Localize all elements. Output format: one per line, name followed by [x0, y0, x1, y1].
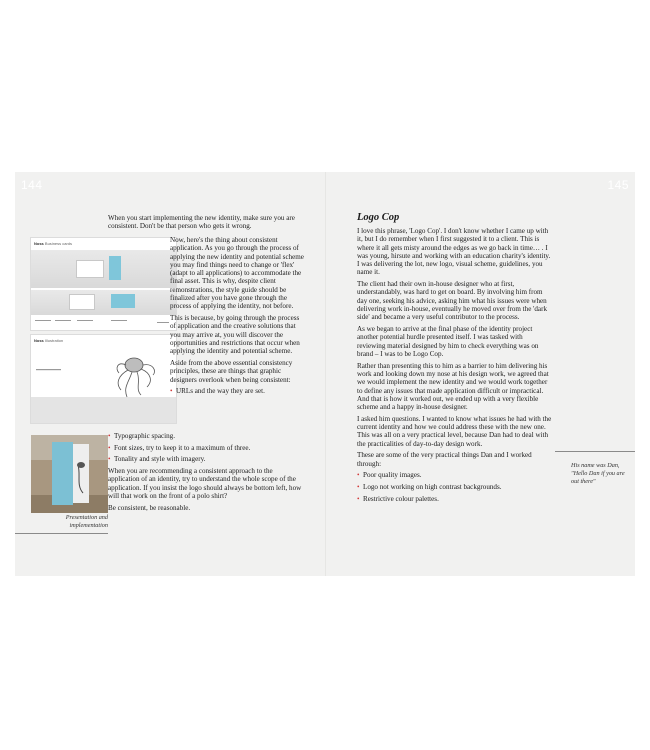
paragraph: Now, here's the thing about consistent application. As you go through the process of applying the new identity and potential scheme you may find things need to change or 'flex' (adapt to all applications) to accommodate the final asset. This is why, despite client remonstrations, the style guide should be finalized after you have gone through the process of applying the identity, not before.: [170, 236, 304, 311]
illustration-thumbnail: [30, 334, 177, 424]
spine: [325, 172, 326, 576]
card-cyan-strip: [109, 256, 121, 280]
paragraph: I love this phrase, 'Logo Cop'. I don't know whether I came up with it, but I do remember when I first suggested it to a client. This is where it all gets misty around the edges as we go back in time… . I was young, hirsute and working with an education charity's identity. I was delivering the lot, new logo, visual scheme, guidelines, you name it.: [357, 227, 551, 277]
thumb-rule: [77, 320, 93, 321]
implementation-photo: [31, 435, 108, 513]
card-cyan: [111, 294, 135, 308]
paragraph: These are some of the very practical things Dan and I worked through:: [357, 451, 532, 468]
page-number-left: 144: [21, 178, 43, 192]
paragraph: The client had their own in-house designer who at first, understandably, was hard to get on board. By involving him from day one, seeking his advice, asking him what his issues were when delivering work in-house, eventually he moved over from the 'dark side' and became a very useful contributor to the process.: [357, 280, 547, 322]
thumbnail-label: Noss Business cards: [34, 241, 73, 246]
bullet-item: • Font sizes, try to keep it to a maximum of three.: [108, 444, 303, 452]
paragraph: This is because, by going through the process of application and the creative solutions that you may arrive at, you will discover the opportunities and restrictions that occur when applying the identity and potential scheme.: [170, 314, 300, 356]
paragraph: Aside from the above essential consistency principles, these are things that graphic designers overlook when being consistent:: [170, 358, 293, 384]
paragraph: As we began to arrive at the final phase of the identity project another potential hurdle presented itself. I was tasked with reviewing material designed by him to check everything was on brand – I was to be Logo Cop.: [357, 325, 539, 358]
left-lower-text: [108, 432, 303, 515]
bullet-item: • URLs and the way they are set.: [170, 387, 306, 395]
bullet-item: • Tonality and style with imagery.: [108, 455, 303, 463]
bullet-item: • Typographic spacing.: [108, 432, 303, 440]
caption-rule: [15, 533, 108, 534]
thumb-rule: [55, 320, 71, 321]
bullet-item: • Restrictive colour palettes.: [357, 495, 552, 503]
paragraph: Be consistent, be reasonable.: [108, 503, 191, 512]
business-card-thumbnail: [30, 237, 177, 331]
photo-caption: Presentation and implementation: [65, 514, 108, 529]
left-intro: When you start implementing the new identity, make sure you are consistent. Don't be that person who gets it wrong.: [108, 214, 295, 231]
paragraph: When you are recommending a consistent approach to the application of an identity, try to understand the whole scope of the application. If you insist the logo should always be bottom left, how will that work on the front of a polo shirt?: [108, 467, 302, 500]
right-column-text: [357, 227, 552, 506]
thumbnail-band-2: [31, 290, 176, 315]
book-spread: [15, 172, 635, 576]
section-heading: Logo Cop: [357, 212, 400, 223]
thumb-rule: [157, 322, 169, 323]
page-number-right: 145: [607, 178, 629, 192]
bullet-item: • Poor quality images.: [357, 471, 552, 479]
side-note: His name was Dan, "Hello Dan if you are out there": [571, 462, 625, 485]
thumbnail-label: Noss Illustration: [34, 338, 64, 343]
bullet-item: • Logo not working on high contrast backgrounds.: [357, 483, 552, 491]
card-back: [69, 294, 95, 310]
left-column-text: [170, 236, 306, 399]
card-front: [76, 260, 104, 278]
paragraph: I asked him questions. I wanted to know what issues he had with the current identity and how we could address these with the new one. This was all on a very practical level, because Dan had to deal with the practicalities of day-to-day design work.: [357, 414, 552, 448]
octopus-illustration: [31, 335, 176, 423]
thumb-rule: [111, 320, 127, 321]
thumb-rule: [35, 320, 51, 321]
paragraph: Rather than presenting this to him as a barrier to him delivering his work and looking down my nose at his design work, we agreed that we would implement the new identity and we would work together to define any issues that made application difficult or impractical. And that is how it worked out, we ended up with a very flexible scheme and a happy in-house designer.: [357, 361, 549, 412]
side-note-rule: [555, 451, 635, 452]
